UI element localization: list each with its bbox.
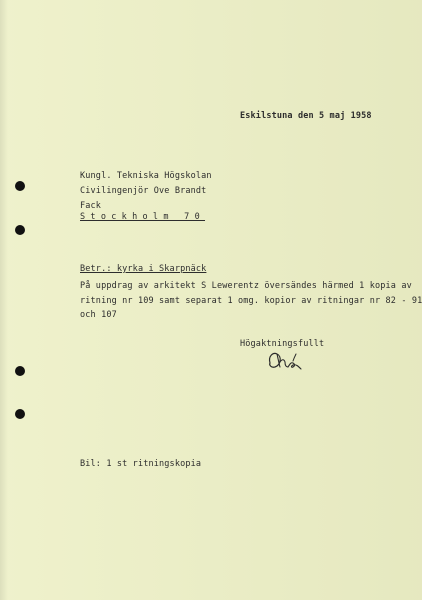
handwritten-signature xyxy=(262,346,310,376)
body-line-1: På uppdrag av arkitekt S Lewerentz översändes härmed 1 kopia av xyxy=(80,281,412,291)
closing-line: Högaktningsfullt xyxy=(240,339,325,349)
recipient-line-3: Fack xyxy=(80,201,102,211)
recipient-line-2: Civilingenjör Ove Brandt xyxy=(80,186,207,196)
paper-edge-shadow xyxy=(0,0,8,600)
letter-date: Eskilstuna den 5 maj 1958 xyxy=(240,111,372,121)
recipient-line-1: Kungl. Tekniska Högskolan xyxy=(80,171,212,181)
punch-hole xyxy=(15,366,25,376)
recipient-city: Stockholm 70 xyxy=(80,212,206,222)
enclosure-line: Bil: 1 st ritningskopia xyxy=(80,459,202,469)
punch-hole xyxy=(15,409,25,419)
body-line-3: och 107 xyxy=(80,310,117,320)
punch-hole xyxy=(15,181,25,191)
subject-line: Betr.: kyrka i Skarpnäck xyxy=(80,264,207,274)
punch-hole xyxy=(15,225,25,235)
body-line-2: ritning nr 109 samt separat 1 omg. kopior av ritningar nr 82 - 91 xyxy=(80,296,422,306)
